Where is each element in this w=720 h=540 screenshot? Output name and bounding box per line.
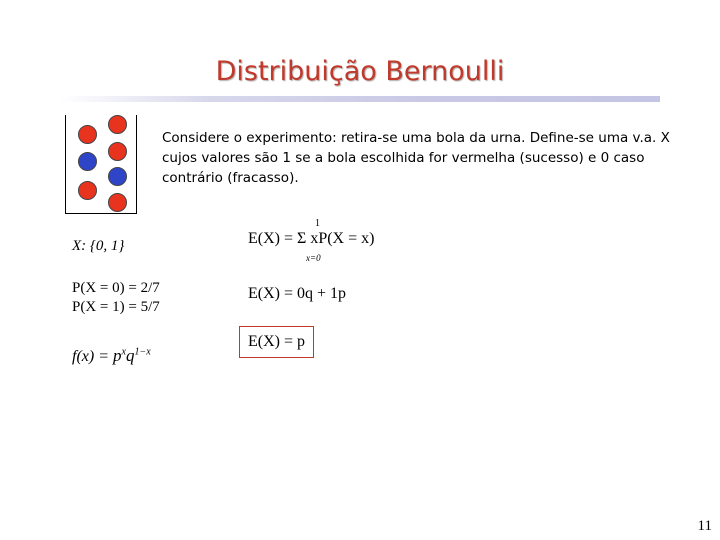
- prob-x-0: P(X = 0) = 2/7: [72, 280, 160, 296]
- red-ball: [108, 142, 127, 161]
- sum-formula: E(X) = Σ xP(X = x): [248, 230, 375, 247]
- red-ball: [78, 125, 97, 144]
- sum-lower-limit: x=0: [306, 253, 321, 263]
- red-ball: [78, 181, 97, 200]
- urn: [65, 115, 137, 214]
- support-set: X: {0, 1}: [72, 238, 125, 254]
- sum-upper-limit: 1: [315, 218, 320, 229]
- pmf-expression: $p^xq^{1-x}$: [113, 346, 151, 365]
- expected-value-step: E(X) = 0q + 1p: [248, 285, 347, 302]
- expected-value-sum: [248, 220, 408, 264]
- page-number: 11: [697, 518, 712, 534]
- pmf-formula: [72, 346, 151, 366]
- title-underline: [60, 96, 660, 102]
- blue-ball: [78, 152, 97, 171]
- blue-ball: [108, 167, 127, 186]
- pmf-label: f(x) =: [72, 348, 109, 365]
- red-ball: [108, 115, 127, 134]
- intro-text: Considere o experimento: retira-se uma bola da urna. Define-se uma v.a. X cujos valores são 1 se a bola escolhida for vermelha (sucesso) e 0 caso contrário (fracasso).: [162, 130, 670, 186]
- slide-title: Distribuição Bernoulli: [215, 56, 505, 87]
- red-ball: [108, 193, 127, 212]
- expected-value-result: E(X) = p: [239, 326, 314, 358]
- prob-x-1: P(X = 1) = 5/7: [72, 299, 160, 315]
